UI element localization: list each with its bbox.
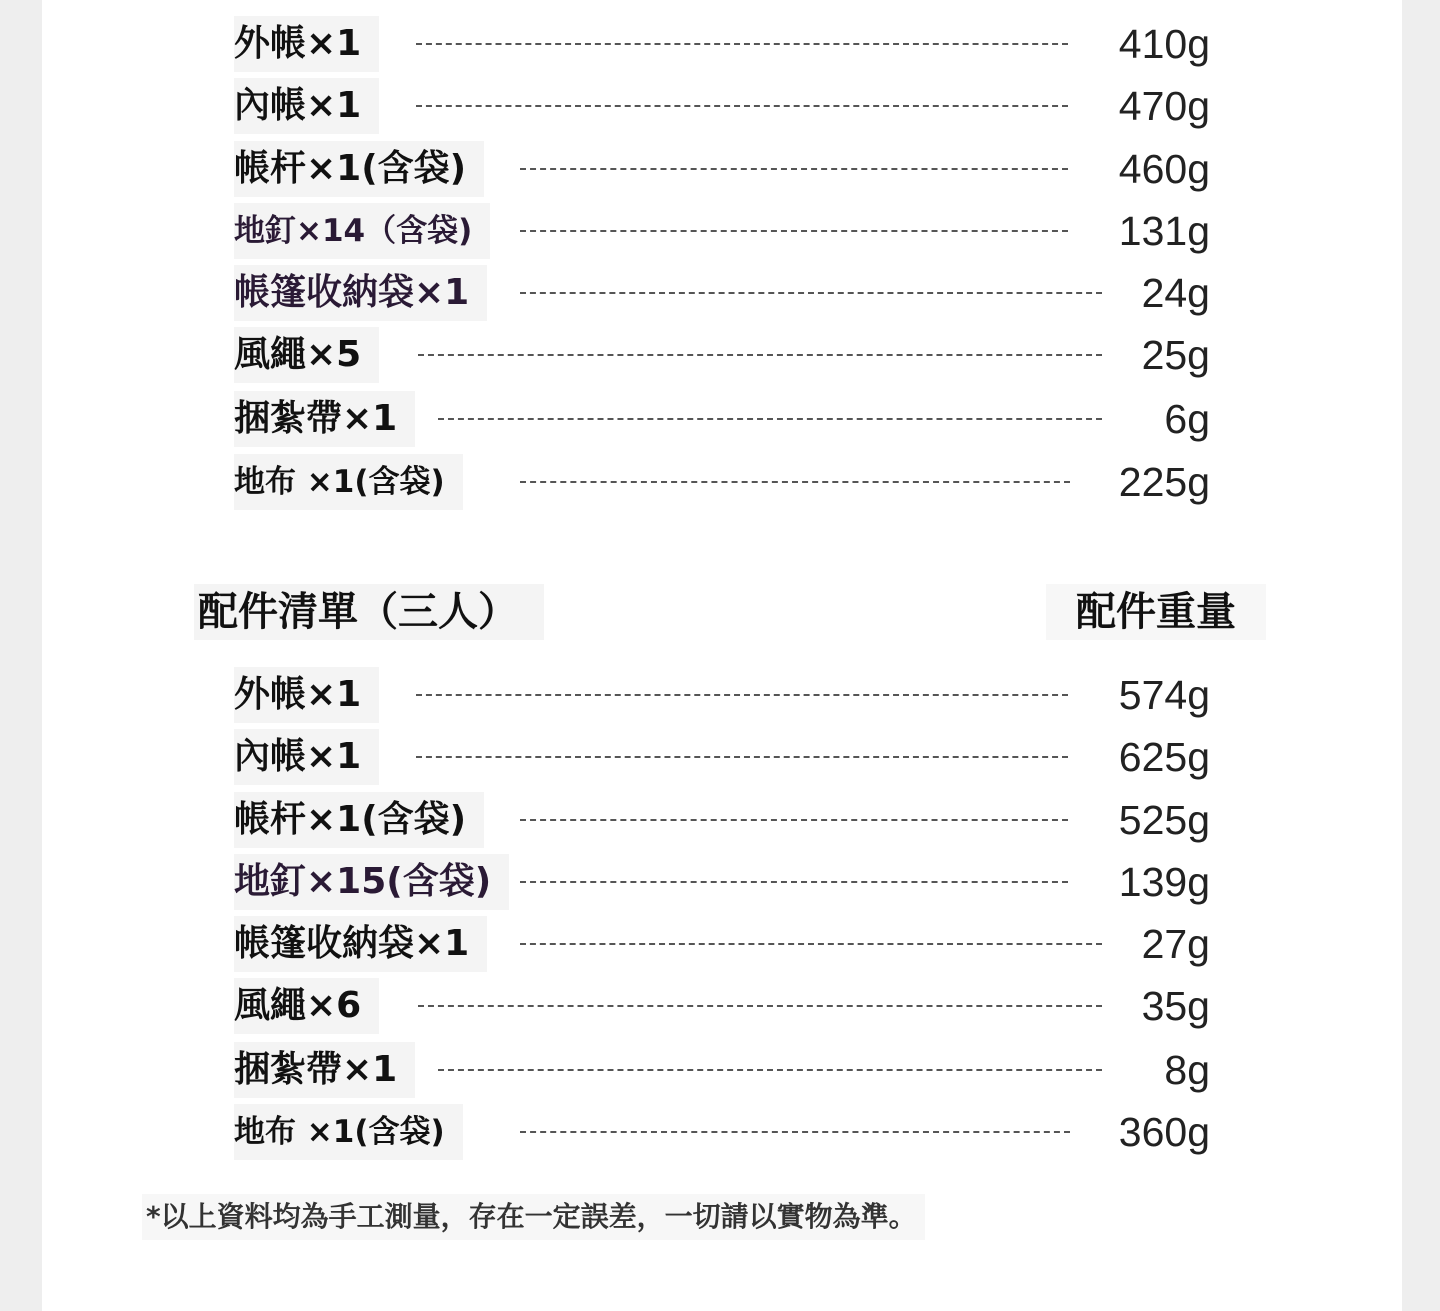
- item-weight: 225g: [1118, 459, 1210, 505]
- item-label: 帳杆×1(含袋): [234, 141, 484, 197]
- item-label: 內帳×1: [234, 78, 379, 134]
- item-weight: 460g: [1118, 146, 1210, 192]
- dashed-leader: [416, 756, 1068, 758]
- item-weight: 574g: [1118, 672, 1210, 718]
- item-label: 帳篷收納袋×1: [234, 916, 487, 972]
- item-label: 地布 ×1(含袋): [234, 1104, 463, 1160]
- list-item: [42, 854, 1402, 910]
- item-weight: 625g: [1118, 734, 1210, 780]
- item-label: 地布 ×1(含袋): [234, 454, 463, 510]
- item-weight: 6g: [1164, 396, 1210, 442]
- dashed-leader: [520, 481, 1070, 483]
- dashed-leader: [418, 354, 1102, 356]
- item-label: 外帳×1: [234, 667, 379, 723]
- list-item: [42, 16, 1402, 72]
- item-label: 帳杆×1(含袋): [234, 792, 484, 848]
- list-item: [42, 1042, 1402, 1098]
- item-label: 捆紮帶×1: [234, 391, 415, 447]
- dashed-leader: [520, 819, 1068, 821]
- dashed-leader: [520, 168, 1068, 170]
- item-label: 風繩×6: [234, 978, 379, 1034]
- list-item: [42, 454, 1402, 510]
- list-item: [42, 978, 1402, 1034]
- item-weight: 8g: [1164, 1047, 1210, 1093]
- item-label: 帳篷收納袋×1: [234, 265, 487, 321]
- item-weight: 139g: [1118, 859, 1210, 905]
- dashed-leader: [520, 230, 1068, 232]
- list-item: [42, 203, 1402, 259]
- item-label: 外帳×1: [234, 16, 379, 72]
- list-item: [42, 916, 1402, 972]
- item-weight: 470g: [1118, 83, 1210, 129]
- list-item: [42, 391, 1402, 447]
- list-item: [42, 667, 1402, 723]
- dashed-leader: [416, 694, 1068, 696]
- item-label: 捆紮帶×1: [234, 1042, 415, 1098]
- disclaimer-note: *以上資料均為手工測量，存在一定誤差，一切請以實物為準。: [142, 1194, 925, 1240]
- item-label: 地釘×14（含袋): [234, 203, 490, 259]
- item-label: 內帳×1: [234, 729, 379, 785]
- weight-column-title: 配件重量: [1046, 584, 1266, 640]
- dashed-leader: [520, 1131, 1070, 1133]
- item-label: 風繩×5: [234, 327, 379, 383]
- item-weight: 35g: [1141, 983, 1210, 1029]
- item-weight: 24g: [1141, 270, 1210, 316]
- list-item: [42, 141, 1402, 197]
- list-item: [42, 327, 1402, 383]
- item-weight: 360g: [1118, 1109, 1210, 1155]
- dashed-leader: [416, 43, 1068, 45]
- list-item: [42, 265, 1402, 321]
- section-title: 配件清單（三人）: [194, 584, 544, 640]
- dashed-leader: [520, 943, 1102, 945]
- item-weight: 25g: [1141, 332, 1210, 378]
- dashed-leader: [520, 292, 1102, 294]
- item-weight: 410g: [1118, 21, 1210, 67]
- dashed-leader: [438, 1069, 1102, 1071]
- list-item: [42, 729, 1402, 785]
- list-item: [42, 1104, 1402, 1160]
- dashed-leader: [520, 881, 1068, 883]
- dashed-leader: [438, 418, 1102, 420]
- dashed-leader: [416, 105, 1068, 107]
- content-panel: [42, 0, 1402, 1311]
- item-weight: 525g: [1118, 797, 1210, 843]
- dashed-leader: [418, 1005, 1102, 1007]
- list-item: [42, 78, 1402, 134]
- item-weight: 131g: [1118, 208, 1210, 254]
- item-label: 地釘×15(含袋): [234, 854, 509, 910]
- list-item: [42, 792, 1402, 848]
- item-weight: 27g: [1141, 921, 1210, 967]
